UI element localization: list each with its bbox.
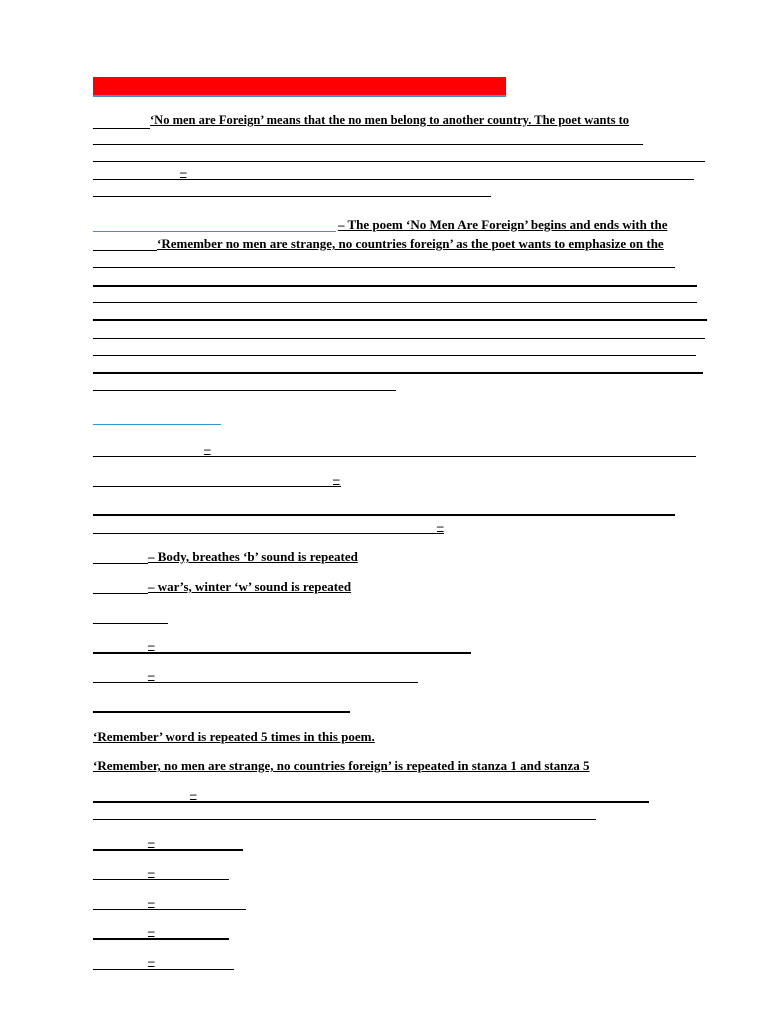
- blank-line: [93, 563, 148, 564]
- blank-line: [93, 819, 596, 820]
- device-dash-4: –: [148, 637, 155, 652]
- blank-line: [93, 338, 705, 339]
- heading-link-line: [93, 424, 221, 425]
- blank-line: [93, 652, 471, 654]
- final-dash-0: –: [190, 786, 197, 801]
- blank-line: [93, 849, 243, 851]
- blank-line: [93, 267, 675, 268]
- section1-paragraph: ‘No men are Foreign’ means that the no men belong to another country. The poet wants to: [150, 113, 630, 127]
- blank-line: [93, 801, 649, 803]
- section2-paragraph-line1: – The poem ‘No Men Are Foreign’ begins and ends with the: [338, 217, 668, 232]
- section2-paragraph-line2: ‘Remember no men are strange, no countries foreign’ as the poet wants to emphasize on the: [157, 236, 664, 251]
- blank-line: [93, 128, 150, 129]
- section1-dash: –: [180, 164, 187, 179]
- blank-line: [93, 909, 246, 910]
- blank-line: [93, 456, 696, 457]
- alliteration-example-1: – Body, breathes ‘b’ sound is repeated: [148, 549, 358, 564]
- title-highlight-bar: [93, 77, 506, 97]
- final-dash-2: –: [148, 864, 155, 879]
- blank-line: [93, 938, 229, 940]
- blank-line: [93, 623, 168, 624]
- heading-link-line: [93, 231, 336, 232]
- blank-line: [93, 144, 643, 145]
- blank-line: [93, 969, 234, 970]
- blank-line: [93, 161, 705, 162]
- blank-line: [93, 514, 675, 516]
- blank-line: [93, 250, 157, 251]
- device-dash-3: –: [437, 518, 444, 533]
- blank-line: [93, 319, 707, 321]
- blank-line: [93, 593, 148, 594]
- repetition-line-1: ‘Remember’ word is repeated 5 times in this poem.: [93, 729, 375, 744]
- blank-line: [93, 196, 491, 197]
- device-dash-1: –: [204, 441, 211, 456]
- blank-line: [93, 302, 697, 303]
- blank-line: [93, 285, 697, 287]
- repetition-line-2: ‘Remember, no men are strange, no countries foreign’ is repeated in stanza 1 and stanza 5: [93, 758, 590, 773]
- device-dash-5: –: [148, 667, 155, 682]
- blank-line: [93, 486, 341, 487]
- final-dash-1: –: [148, 834, 155, 849]
- blank-line: [93, 879, 229, 880]
- blank-line: [93, 533, 444, 534]
- blank-line: [93, 682, 418, 683]
- blank-line: [93, 355, 696, 356]
- blank-line: [93, 390, 396, 391]
- final-dash-4: –: [148, 923, 155, 938]
- device-dash-2: –: [333, 471, 340, 486]
- blank-line: [93, 372, 703, 374]
- blank-line: [93, 711, 350, 713]
- final-dash-5: –: [148, 953, 155, 968]
- alliteration-example-2: – war’s, winter ‘w’ sound is repeated: [148, 579, 352, 594]
- final-dash-3: –: [148, 894, 155, 909]
- blank-line: [93, 179, 694, 180]
